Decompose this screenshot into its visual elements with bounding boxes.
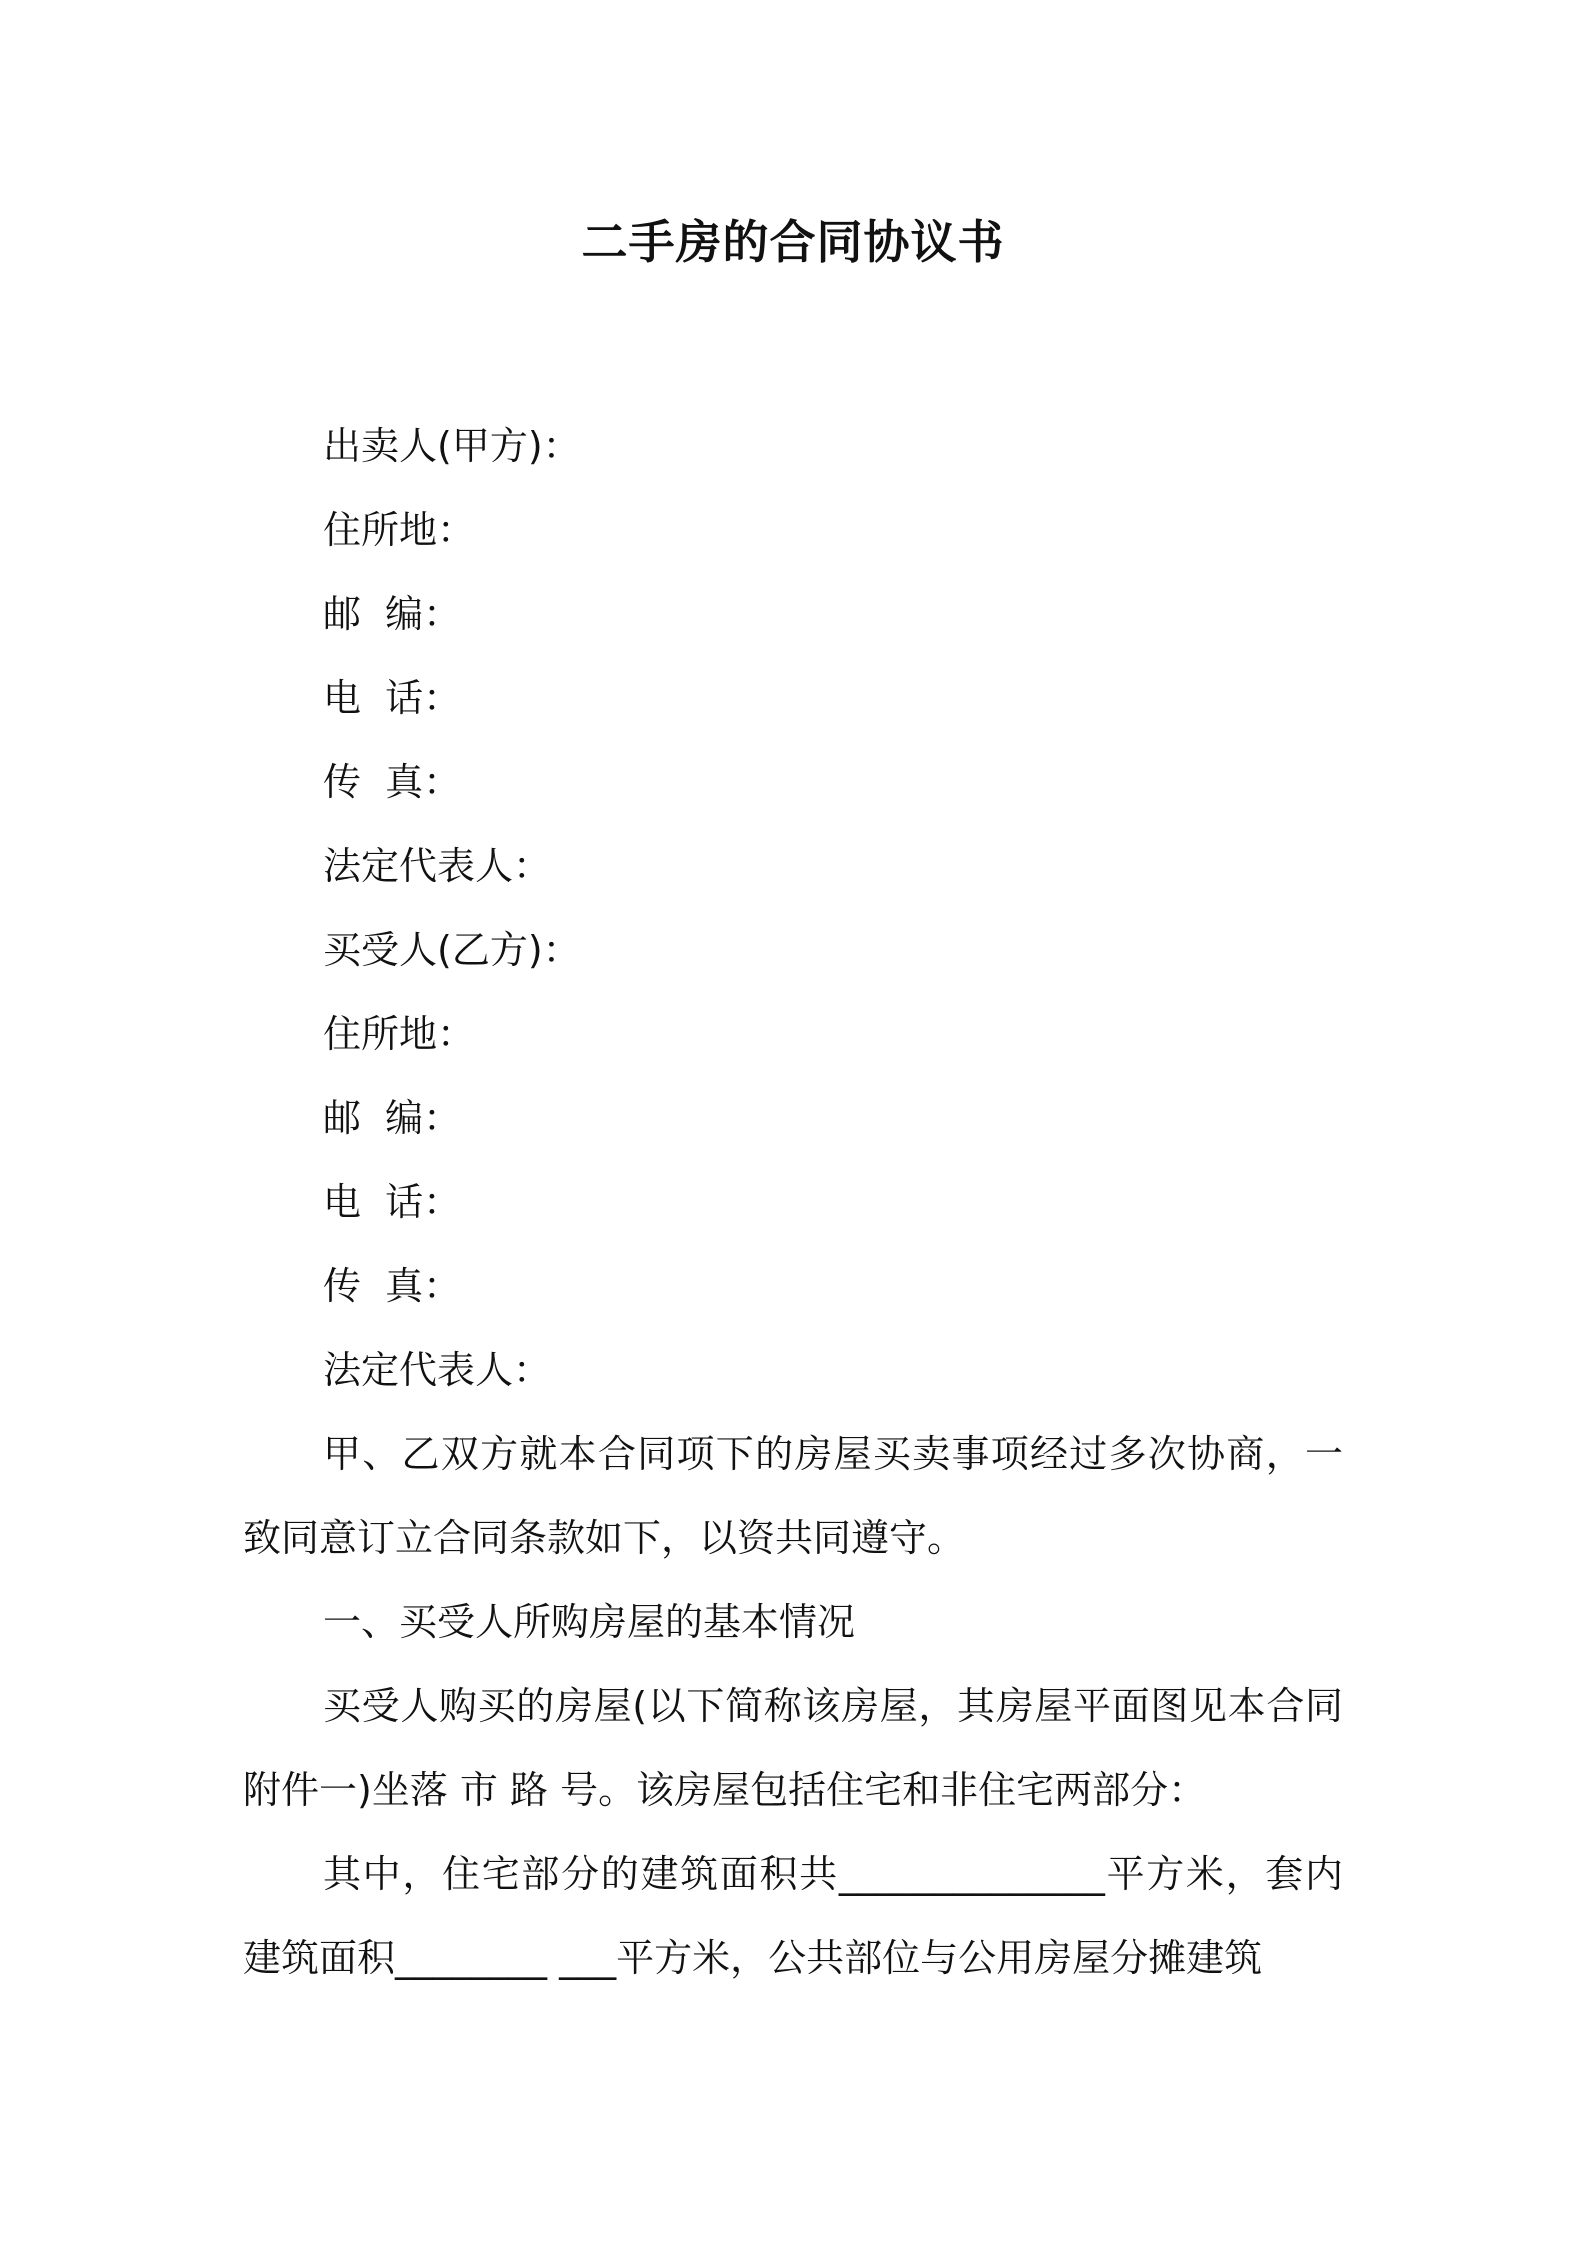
document-body (243, 404, 1343, 2000)
seller-phone-field: 电 话： (323, 676, 462, 720)
seller-legal-rep-field: 法定代表人： (323, 844, 552, 888)
seller-name-field: 出卖人(甲方)： (323, 424, 581, 468)
seller-address-field: 住所地： (323, 508, 476, 552)
property-location-paragraph: 买受人购买的房屋(以下简称该房屋，其房屋平面图见本合同附件一)坐落 市 路 号。该房屋包括住宅和非住宅两部分： (243, 1684, 1343, 1812)
seller-section (243, 404, 1343, 908)
buyer-section (243, 908, 1343, 1412)
buyer-postcode-field: 邮 编： (323, 1096, 462, 1140)
intro-paragraph: 甲、乙双方就本合同项下的房屋买卖事项经过多次协商，一致同意订立合同条款如下，以资共同遵守。 (243, 1432, 1343, 1560)
buyer-legal-rep-field: 法定代表人： (323, 1348, 552, 1392)
section-heading-1: 一、买受人所购房屋的基本情况 (323, 1600, 856, 1644)
buyer-name-field: 买受人(乙方)： (323, 928, 581, 972)
buyer-phone-field: 电 话： (323, 1180, 462, 1224)
buyer-address-field: 住所地： (323, 1012, 476, 1056)
buyer-fax-field: 传 真： (323, 1264, 462, 1308)
document-title: 二手房的合同协议书 (581, 215, 1005, 269)
property-area-paragraph: 其中，住宅部分的建筑面积共______________平方米，套内建筑面积________ ___平方米，公共部位与公用房屋分摊建筑 (243, 1852, 1343, 1980)
seller-postcode-field: 邮 编： (323, 592, 462, 636)
seller-fax-field: 传 真： (323, 760, 462, 804)
